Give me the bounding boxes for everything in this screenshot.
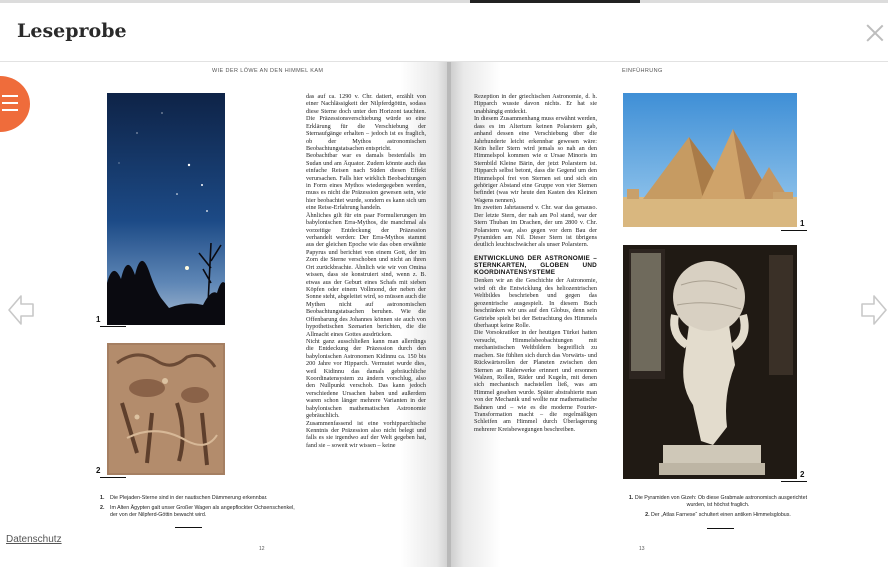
figure-rule bbox=[100, 326, 126, 327]
figure-number-2-left: 2 bbox=[96, 466, 101, 475]
left-captions bbox=[100, 495, 300, 522]
figure-rule bbox=[781, 481, 807, 482]
caption-item: 2. Der „Atlas Farnese“ schultert einen antiken Himmelsglobus. bbox=[645, 512, 791, 518]
menu-button[interactable] bbox=[0, 76, 30, 132]
section-heading: ENTWICKLUNG DER ASTRONOMIE – STERNKARTEN, GLOBEN UND KOORDINATENSYSTEME bbox=[474, 254, 597, 277]
figure-number-1-right: 1 bbox=[800, 219, 805, 228]
running-head-left: WIE DER LÖWE AN DEN HIMMEL KAM bbox=[212, 68, 324, 74]
hamburger-menu-icon bbox=[2, 95, 18, 97]
figure-number-2-right: 2 bbox=[800, 470, 805, 479]
figure-rule bbox=[100, 477, 126, 478]
running-head-right: EINFÜHRUNG bbox=[622, 68, 663, 74]
night-sky-image bbox=[107, 93, 225, 325]
figure-number-1-left: 1 bbox=[96, 315, 101, 324]
book-spread bbox=[44, 62, 862, 567]
top-strip bbox=[0, 0, 888, 3]
caption-item: 1. Die Plejaden-Sterne sind in der nautischen Dämmerung erkennbar. bbox=[100, 495, 268, 501]
caption-item: 1. Die Pyramiden von Gizeh: Ob diese Grabmale astronomisch ausgerichtet wurden, ist höchst fraglich. bbox=[628, 495, 808, 508]
privacy-link[interactable]: Datenschutz bbox=[6, 534, 62, 545]
right-page bbox=[451, 62, 862, 567]
egyptian-relief-image bbox=[107, 343, 225, 475]
arrow-left-icon[interactable] bbox=[7, 294, 35, 326]
caption-rule bbox=[175, 527, 202, 528]
page-number-left: 12 bbox=[259, 546, 265, 552]
page-number-right: 13 bbox=[639, 546, 645, 552]
atlas-farnese-image bbox=[623, 245, 797, 479]
left-page bbox=[44, 62, 449, 567]
right-text-column: Rezeption in der griechischen Astronomie, d. h. Hipparch wusste davon nichts. Er hat sie unabhängig entdeckt. In diesem Zusammenhang muss erwähnt werden, dass es im Altertum keinen Polarstern gab, anhand dessen eine Verschiebung über die Jahrhunderte leicht erkennbar gewesen wäre: Kein heller Stern wird jemals so nah an den Himmelspol kommen wie α Ursae Minoris im Sternbild Kleine Bärin, der jetzt Polarstern ist. Hipparch selbst betont, dass die Gegend um den Himmelspol frei von Sternen sei und sich ein gehöriger Abstand eine Gruppe von vier Sternen befindet (was wir heute den Kasten des Kleinen Wagens nennen). Im zweiten Jahrtausend v. Chr. war das genauso. Der letzte Stern, der nah am Pol stand, war der Stern Thuban im Drachen, der um 2800 v. Chr. Polarstern war, also gegen vor dem Bau der Pyramiden am Nil. Dieser Stern ist übrigens deutlich leuchtschwächer als unser Polarstern. ENTWICKLUNG DER ASTRONOMIE – STERNKARTEN, GLOBEN UND KOORDINATENSYSTEME Denken wir an die Geschichte der Astronomie, wird oft die Entwicklung des heliozentrischen Weltbildes beschrieben und gegen das geozentrische ausgespielt. In diesem Buch beschränken wir uns auf den Globus, denn sein Getriebe spielt bei der Betrachtung des Himmels überhaupt keine Rolle. Die Vorsokratiker in der heutigen Türkei hatten versucht, Himmelsbeobachtungen mit mechanistischen Weltbildern begreiflich zu machen. Sie fühlten sich durch das Vorwärts- und Rückwärtsrollen der Planeten zwischen den Sternen an Räderwerke erinnert und ersonnen Walzen, Rollen, Räder und Kugeln, mit denen sich mechanisch nachstellen ließ, was am Himmel gesehen wurde. Später abstrahierte man von der Mechanik und wollte nur mathematische Bahnen und – wie es die moderne Fourier-Transformation macht – die regelmäßigen Schleifen am Himmel durch Überlagerung mehrerer Kreisbewegungen beschreiben. bbox=[474, 93, 597, 433]
caption-rule bbox=[707, 528, 734, 529]
left-text-column: das auf ca. 1290 v. Chr. datiert, erzählt von einer Nachlässigkeit der Nilpferdgöttin, sodass diese Sterne doch unter den Horizont tauchten. Die Präzessionsverschiebung würde so eine Erklärung für die Verschiebung der Sternaufgänge erhalten – jedoch ist es fraglich, ob der Mythos astronomischen Beobachtungstatsachen entspricht. Beobachtbar war es damals bestenfalls im Sudan und am Äquator. Zudem könnte auch das einfache Reisen nach Süden diesen Effekt verursachen. Falls hier wirklich Beobachtungen in Form eines Mythos wiedergegeben werden, muss es nicht die Präzession gewesen sein, wie hier beobachtet wurde, sondern es kann sich um eine Reise-Erfahrung handeln. Ähnliches gilt für ein paar Formulierungen im babylonischen Erra-Mythos, die manchmal als vorzeitige Entdeckung der Präzession verhandelt werden: Der Erra-Mythos stammt aus der gleichen Epoche wie das oben erwähnte Papyrus und berichtet von einem Gott, der im Zorn die Sterne verschoben und nicht an ihren Ort zurückbrachte. Ähnlich wie wir von Omina wissen, dass sie konstruiert sind, wenn z. B. etwas aus der Geburt eines Schafs mit sieben Köpfen oder einem Vollmond, der neben der Sonne steht, abgeleitet wird, so müssen auch die Mythen nicht auf astronomischen Beobachtungstatsachen beruhen. Wie die Offenbarung des Johannes können sie auch von hypothetischen Szenarien berichten, die die Allmacht eines Gottes ausdrücken. Nicht ganz ausschließen kann man allerdings die Entdeckung der Präzession durch den babylonischen Astronomen Kidinnu ca. 150 bis 200 Jahre vor Hipparch. Vermutet wurde dies, weil Kidinnu das damals gebräuchliche Koordinatensystem zu ändern vorschlug, also den Nullpunkt verschob. Das kann jedoch verschiedene Ursachen haben und außerdem waren schon länger mehrere Varianten in der babylonischen mathematischen Astronomie gebräuchlich. Zusammenfassend ist eine vorhipparchische Kenntnis der Präzession also nicht belegt und falls es sie irgendwo auf der Welt gegeben hat, fand sie – soweit wir wissen – keine bbox=[306, 93, 426, 449]
close-icon[interactable] bbox=[866, 24, 884, 42]
pyramids-image bbox=[623, 93, 797, 227]
figure-rule bbox=[781, 230, 807, 231]
caption-item: 2. Im Alten Ägypten galt unser Großer Wagen als angepflockter Ochsenschenkel, der von der Nilpferd-Göttin bewacht wird. bbox=[100, 505, 295, 518]
right-captions bbox=[623, 495, 813, 522]
viewer-title: Leseprobe bbox=[17, 20, 127, 42]
arrow-right-icon[interactable] bbox=[860, 294, 888, 326]
